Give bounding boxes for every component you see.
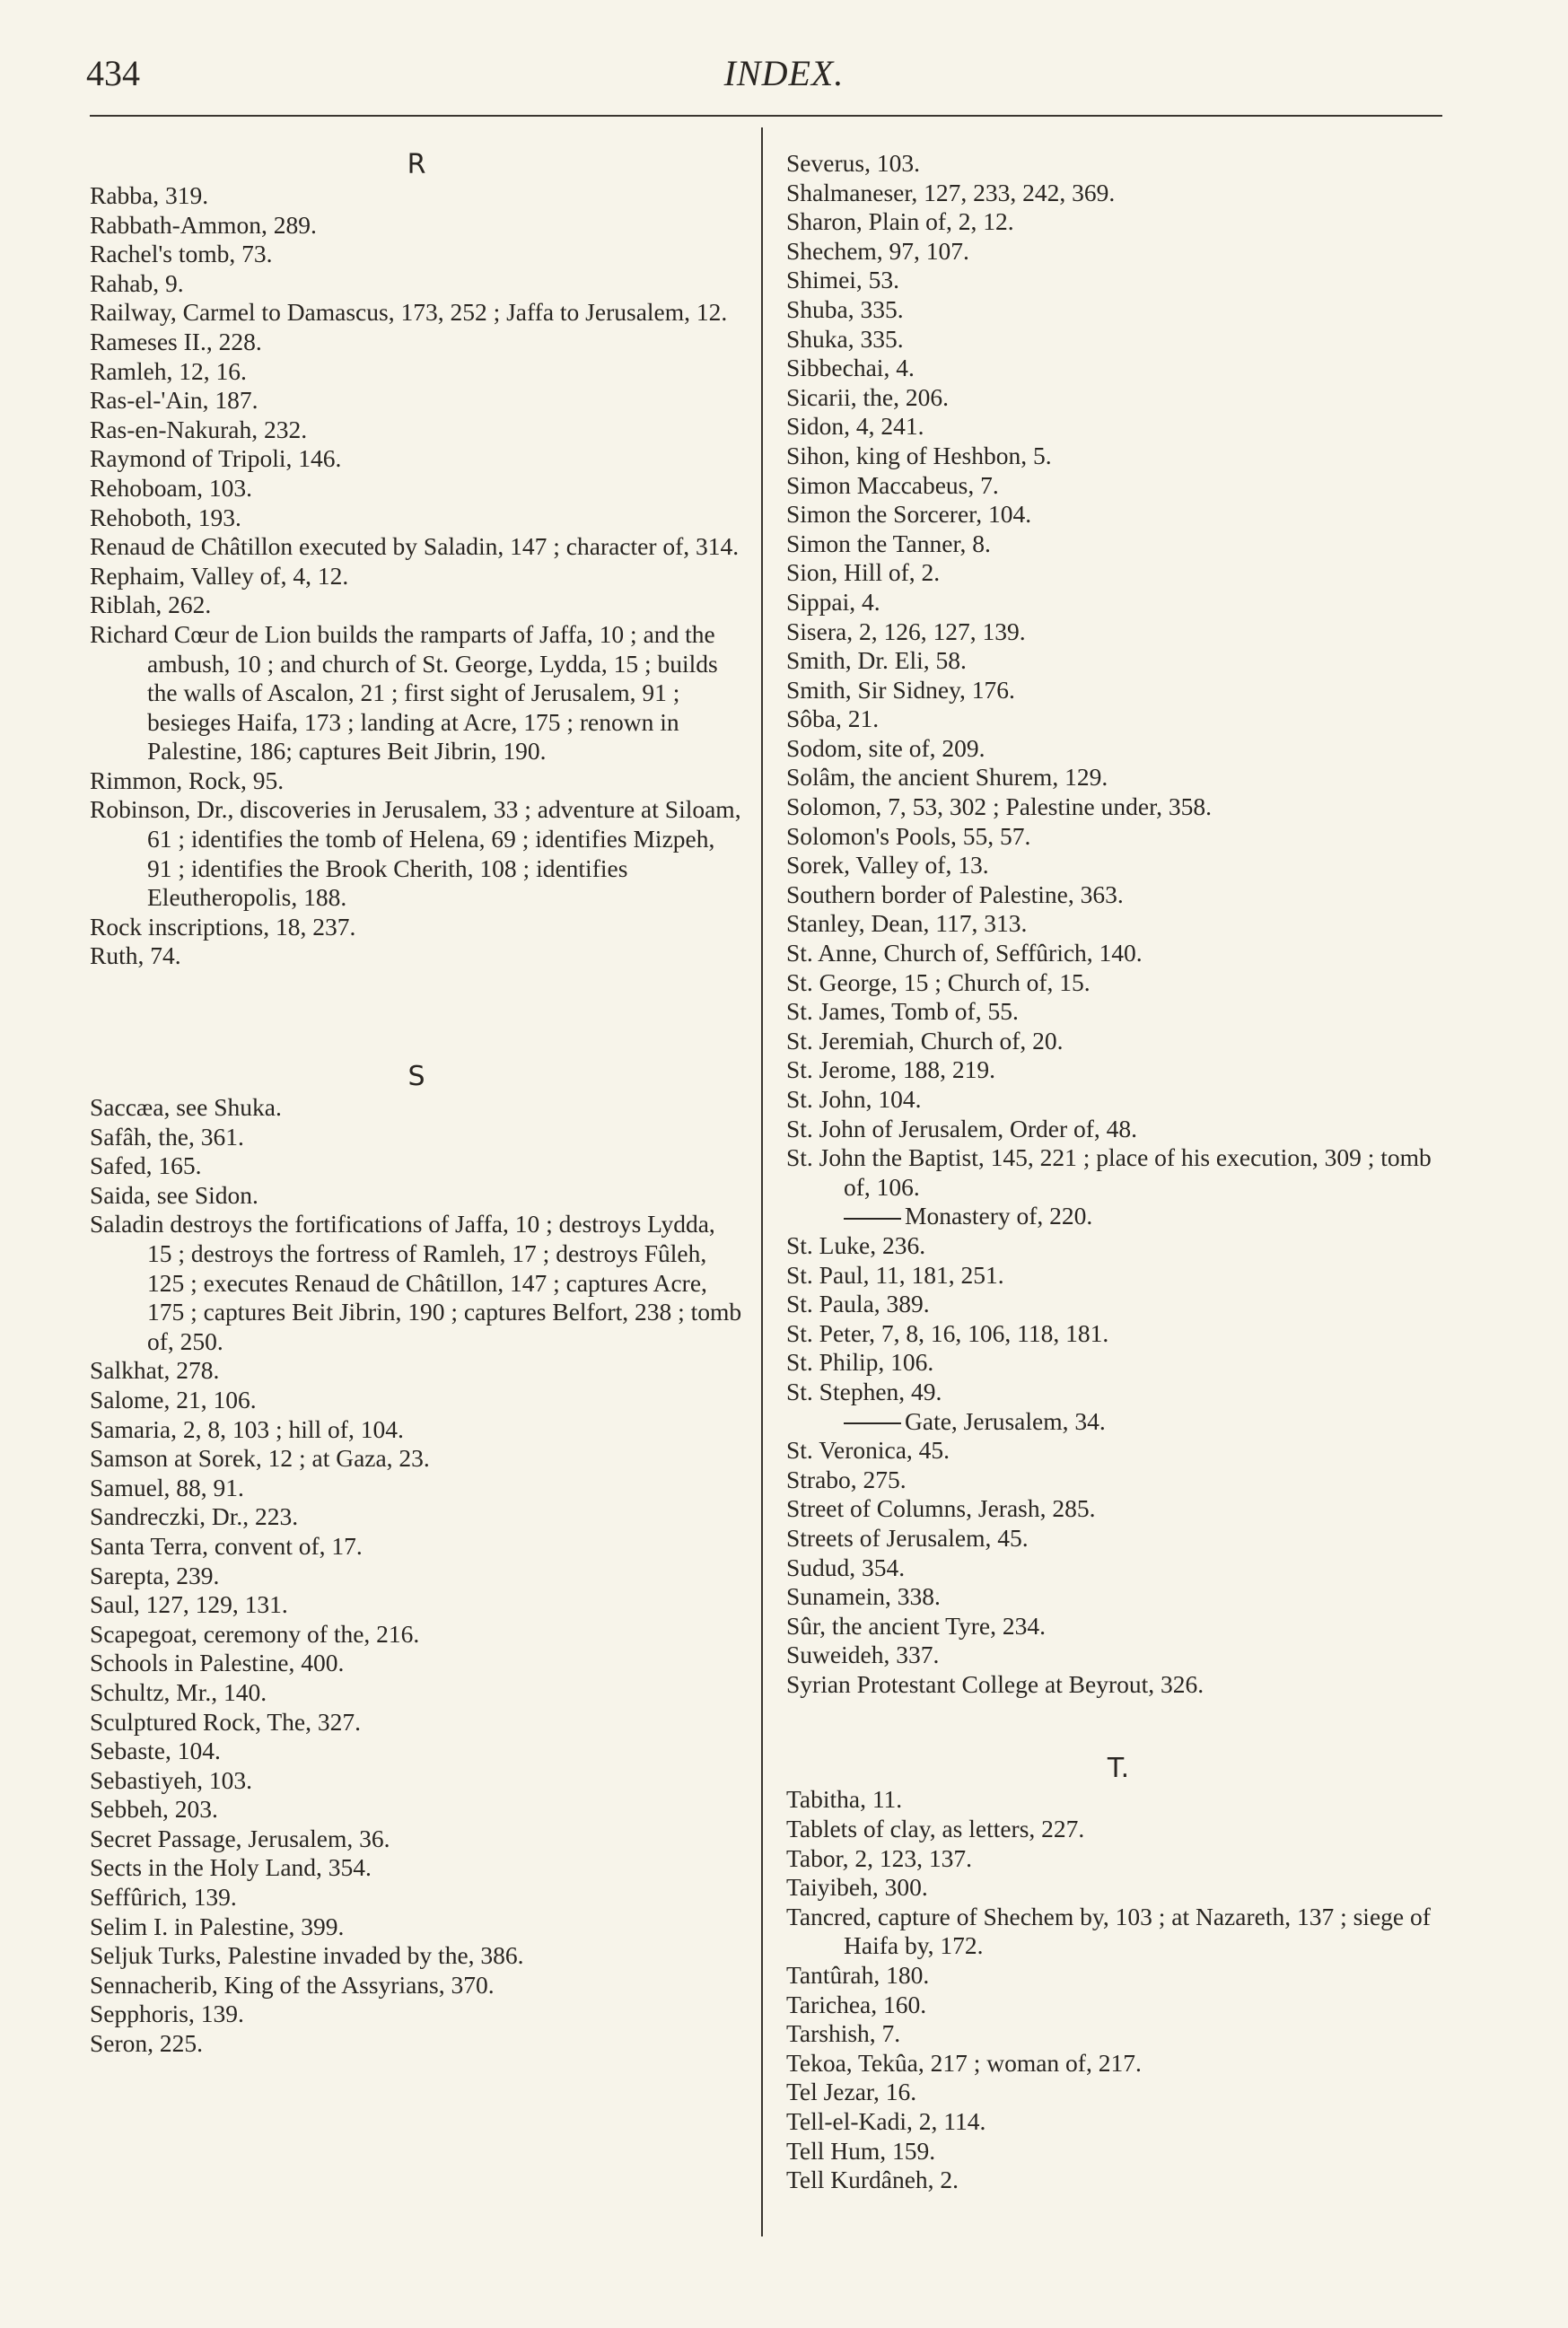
index-entry: Smith, Sir Sidney, 176. <box>786 675 1015 704</box>
index-entry: Severus, 103. <box>786 149 920 177</box>
index-subentry <box>786 1202 1450 1231</box>
index-entry: Salome, 21, 106. <box>90 1385 257 1413</box>
index-entry: Tell Kurdâneh, 2. <box>786 2166 959 2194</box>
left-column <box>90 149 743 2059</box>
index-entry: Tabor, 2, 123, 137. <box>786 1843 973 1872</box>
index-entry: Samson at Sorek, 12 ; at Gaza, 23. <box>90 1444 430 1473</box>
index-entry: St. James, Tomb of, 55. <box>786 997 1019 1026</box>
index-entry: St. Jerome, 188, 219. <box>786 1055 995 1084</box>
index-entry: Sennacherib, King of the Assyrians, 370. <box>90 1970 495 1999</box>
index-entry: Tabitha, 11. <box>786 1785 903 1814</box>
index-entry: Sisera, 2, 126, 127, 139. <box>786 617 1026 645</box>
index-entry: Richard Cœur de Lion builds the ramparts of Jaffa, 10 ; and the ambush, 10 ; and church of St. George, Lydda, 15 ; builds the walls of Ascalon, 21 ; first sight of Jerusalem, 91 ; besieges Haifa, 173 ; landing at Acre, 175 ; renown in Palestine, 186; captures Beit Jibrin, 190. <box>90 619 718 766</box>
index-entry: Rock inscriptions, 18, 237. <box>90 912 356 941</box>
index-entry: Robinson, Dr., discoveries in Jerusalem, 33 ; adventure at Siloam, 61 ; identifies the tomb of Helena, 69 ; identifies Mizpeh, 91 ; identifies the Brook Cherith, 108 ; identifies Eleutheropolis, 188. <box>90 795 741 912</box>
index-entry: Sibbechai, 4. <box>786 354 915 382</box>
index-entry: Scapegoat, ceremony of the, 216. <box>90 1619 420 1648</box>
entries-s-continued <box>786 149 1450 1699</box>
index-entry: Salkhat, 278. <box>90 1356 220 1385</box>
index-entry: Shimei, 53. <box>786 266 900 294</box>
index-entry: Santa Terra, convent of, 17. <box>90 1531 363 1560</box>
index-entry: Tancred, capture of Shechem by, 103 ; at Nazareth, 137 ; siege of Haifa by, 172. <box>786 1902 1431 1960</box>
index-entry: Sôba, 21. <box>786 705 880 733</box>
index-entry: Samaria, 2, 8, 103 ; hill of, 104. <box>90 1414 404 1443</box>
index-entry: St. Anne, Church of, Seffûrich, 140. <box>786 939 1143 967</box>
index-entry: Sicarii, the, 206. <box>786 382 950 411</box>
index-entry: Tekoa, Tekûa, 217 ; woman of, 217. <box>786 2048 1142 2077</box>
section-gap <box>786 1699 1450 1753</box>
index-entry: Saladin destroys the fortifications of Jaffa, 10 ; destroys Lydda, 15 ; destroys the fortress of Ramleh, 17 ; destroys Fûleh, 125 ; executes Renaud de Châtillon, 147 ; captures Acre, 175 ; captures Beit Jibrin, 190 ; captures Belfort, 238 ; tomb of, 250. <box>90 1210 742 1355</box>
index-entry: Sion, Hill of, 2. <box>786 558 941 587</box>
index-entry: Ras-en-Nakurah, 232. <box>90 415 308 443</box>
index-entry: Stanley, Dean, 117, 313. <box>786 909 1028 938</box>
index-entry: St. Jeremiah, Church of, 20. <box>786 1026 1064 1055</box>
index-entry: Ruth, 74. <box>90 941 181 970</box>
index-entry: Rameses II., 228. <box>90 327 262 355</box>
index-entry: Tantûrah, 180. <box>786 1961 930 1990</box>
section-gap <box>90 971 743 1061</box>
entries-s <box>90 1093 743 2059</box>
index-entry: Ras-el-'Ain, 187. <box>90 386 258 415</box>
entries-t <box>786 1785 1450 2194</box>
index-entry: Safed, 165. <box>90 1151 202 1180</box>
header-rule <box>90 115 1442 117</box>
index-entry: Sects in the Holy Land, 354. <box>90 1853 372 1882</box>
index-entry: Sunamein, 338. <box>786 1582 941 1611</box>
subentry-text: Monastery of, 220. <box>905 1202 1093 1230</box>
index-entry: Renaud de Châtillon executed by Saladin, 147 ; character of, 314. <box>90 532 740 561</box>
index-entry: Samuel, 88, 91. <box>90 1473 244 1501</box>
index-entry: St. Luke, 236. <box>786 1230 926 1259</box>
index-entry: Rahab, 9. <box>90 268 184 297</box>
index-entry: Shuka, 335. <box>786 324 904 353</box>
index-entry: Sidon, 4, 241. <box>786 412 924 441</box>
right-column <box>786 149 1450 2195</box>
index-subentry <box>786 1407 1450 1437</box>
index-entry: Tel Jezar, 16. <box>786 2078 917 2106</box>
section-heading-s: S <box>407 1061 425 1093</box>
index-entry: Raymond of Tripoli, 146. <box>90 444 342 473</box>
index-entry: St. Paul, 11, 181, 251. <box>786 1260 1004 1289</box>
index-entry: Safâh, the, 361. <box>90 1122 244 1151</box>
index-entry: Solâm, the ancient Shurem, 129. <box>786 763 1108 792</box>
index-entry: Tell-el-Kadi, 2, 114. <box>786 2107 986 2135</box>
index-entry: Sippai, 4. <box>786 587 880 616</box>
index-entry: Suweideh, 337. <box>786 1641 940 1669</box>
index-entry: Syrian Protestant College at Beyrout, 326. <box>786 1669 1204 1698</box>
index-entry: Solomon, 7, 53, 302 ; Palestine under, 358. <box>786 792 1213 821</box>
index-entry: St. Peter, 7, 8, 16, 106, 118, 181. <box>786 1318 1109 1347</box>
entries-r <box>90 181 743 971</box>
index-entry: Shechem, 97, 107. <box>786 236 969 265</box>
index-entry: Sebbeh, 203. <box>90 1795 218 1824</box>
index-entry: Tarshish, 7. <box>786 2019 901 2048</box>
ditto-dash <box>844 1218 901 1220</box>
index-entry: Rabba, 319. <box>90 181 209 209</box>
index-entry: St. John of Jerusalem, Order of, 48. <box>786 1114 1138 1142</box>
index-entry: Saul, 127, 129, 131. <box>90 1590 288 1619</box>
index-entry: Rabbath-Ammon, 289. <box>90 210 317 239</box>
index-entry: Smith, Dr. Eli, 58. <box>786 646 967 675</box>
index-entry: Street of Columns, Jerash, 285. <box>786 1494 1096 1523</box>
index-entry: Strabo, 275. <box>786 1465 907 1493</box>
index-entry: Sebaste, 104. <box>90 1737 221 1765</box>
index-entry: Tell Hum, 159. <box>786 2136 936 2165</box>
index-entry: Sodom, site of, 209. <box>786 733 985 762</box>
section-heading-r: R <box>407 149 426 180</box>
index-entry: Rephaim, Valley of, 4, 12. <box>90 561 349 590</box>
index-entry: Sebastiyeh, 103. <box>90 1765 253 1794</box>
index-entry: Seron, 225. <box>90 2029 204 2058</box>
section-heading-t: T. <box>1107 1753 1130 1785</box>
column-divider <box>761 127 763 2236</box>
index-entry: St. John the Baptist, 145, 221 ; place of his execution, 309 ; tomb of, 106. <box>786 1143 1432 1201</box>
index-entry: Shalmaneser, 127, 233, 242, 369. <box>786 178 1116 206</box>
index-entry: Ramleh, 12, 16. <box>90 356 247 385</box>
page-number: 434 <box>86 53 140 93</box>
running-title: INDEX. <box>723 53 845 93</box>
index-entry: Sculptured Rock, The, 327. <box>90 1707 361 1736</box>
index-entry: Tablets of clay, as letters, 227. <box>786 1815 1085 1843</box>
index-entry: Simon the Sorcerer, 104. <box>786 500 1032 529</box>
index-entry: Secret Passage, Jerusalem, 36. <box>90 1824 390 1852</box>
index-entry: Saida, see Sidon. <box>90 1180 258 1209</box>
index-entry: Rimmon, Rock, 95. <box>90 766 285 794</box>
index-entry: Schools in Palestine, 400. <box>90 1649 345 1677</box>
index-entry: Tarichea, 160. <box>786 1990 927 2018</box>
index-entry: Simon Maccabeus, 7. <box>786 470 999 499</box>
index-entry: Sudud, 354. <box>786 1553 906 1581</box>
index-entry: Shuba, 335. <box>786 294 904 323</box>
index-entry: St. John, 104. <box>786 1085 922 1113</box>
ditto-dash <box>844 1422 901 1424</box>
index-entry: Simon the Tanner, 8. <box>786 529 991 557</box>
index-entry: Sihon, king of Heshbon, 5. <box>786 441 1052 469</box>
index-entry: St. Philip, 106. <box>786 1348 934 1377</box>
subentry-text: Gate, Jerusalem, 34. <box>905 1406 1106 1435</box>
index-entry: Seljuk Turks, Palestine invaded by the, 386. <box>90 1941 524 1970</box>
index-entry: St. Stephen, 49. <box>786 1377 942 1405</box>
index-entry: Rachel's tomb, 73. <box>90 240 273 268</box>
index-entry: Sharon, Plain of, 2, 12. <box>786 207 1014 236</box>
index-entry: Riblah, 262. <box>90 591 212 619</box>
index-entry: Solomon's Pools, 55, 57. <box>786 821 1031 850</box>
index-entry: Selim I. in Palestine, 399. <box>90 1912 345 1940</box>
index-entry: St. George, 15 ; Church of, 15. <box>786 967 1091 996</box>
index-entry: Streets of Jerusalem, 45. <box>786 1523 1029 1552</box>
index-entry: Schultz, Mr., 140. <box>90 1677 267 1706</box>
index-entry: Taiyibeh, 300. <box>786 1873 928 1902</box>
index-entry: Railway, Carmel to Damascus, 173, 252 ; Jaffa to Jerusalem, 12. <box>90 298 728 327</box>
index-entry: Southern border of Palestine, 363. <box>786 880 1124 908</box>
index-entry: Rehoboam, 103. <box>90 473 253 502</box>
index-entry: Sepphoris, 139. <box>90 2000 244 2028</box>
index-entry: Seffûrich, 139. <box>90 1883 237 1912</box>
index-entry: Sûr, the ancient Tyre, 234. <box>786 1611 1046 1640</box>
index-entry: Sarepta, 239. <box>90 1561 220 1589</box>
index-entry: Sorek, Valley of, 13. <box>786 851 989 880</box>
index-entry: Saccæa, see Shuka. <box>90 1093 282 1122</box>
index-entry: St. Veronica, 45. <box>786 1436 950 1465</box>
index-entry: Rehoboth, 193. <box>90 503 241 531</box>
index-entry: St. Paula, 389. <box>786 1290 930 1318</box>
index-entry: Sandreczki, Dr., 223. <box>90 1502 299 1531</box>
